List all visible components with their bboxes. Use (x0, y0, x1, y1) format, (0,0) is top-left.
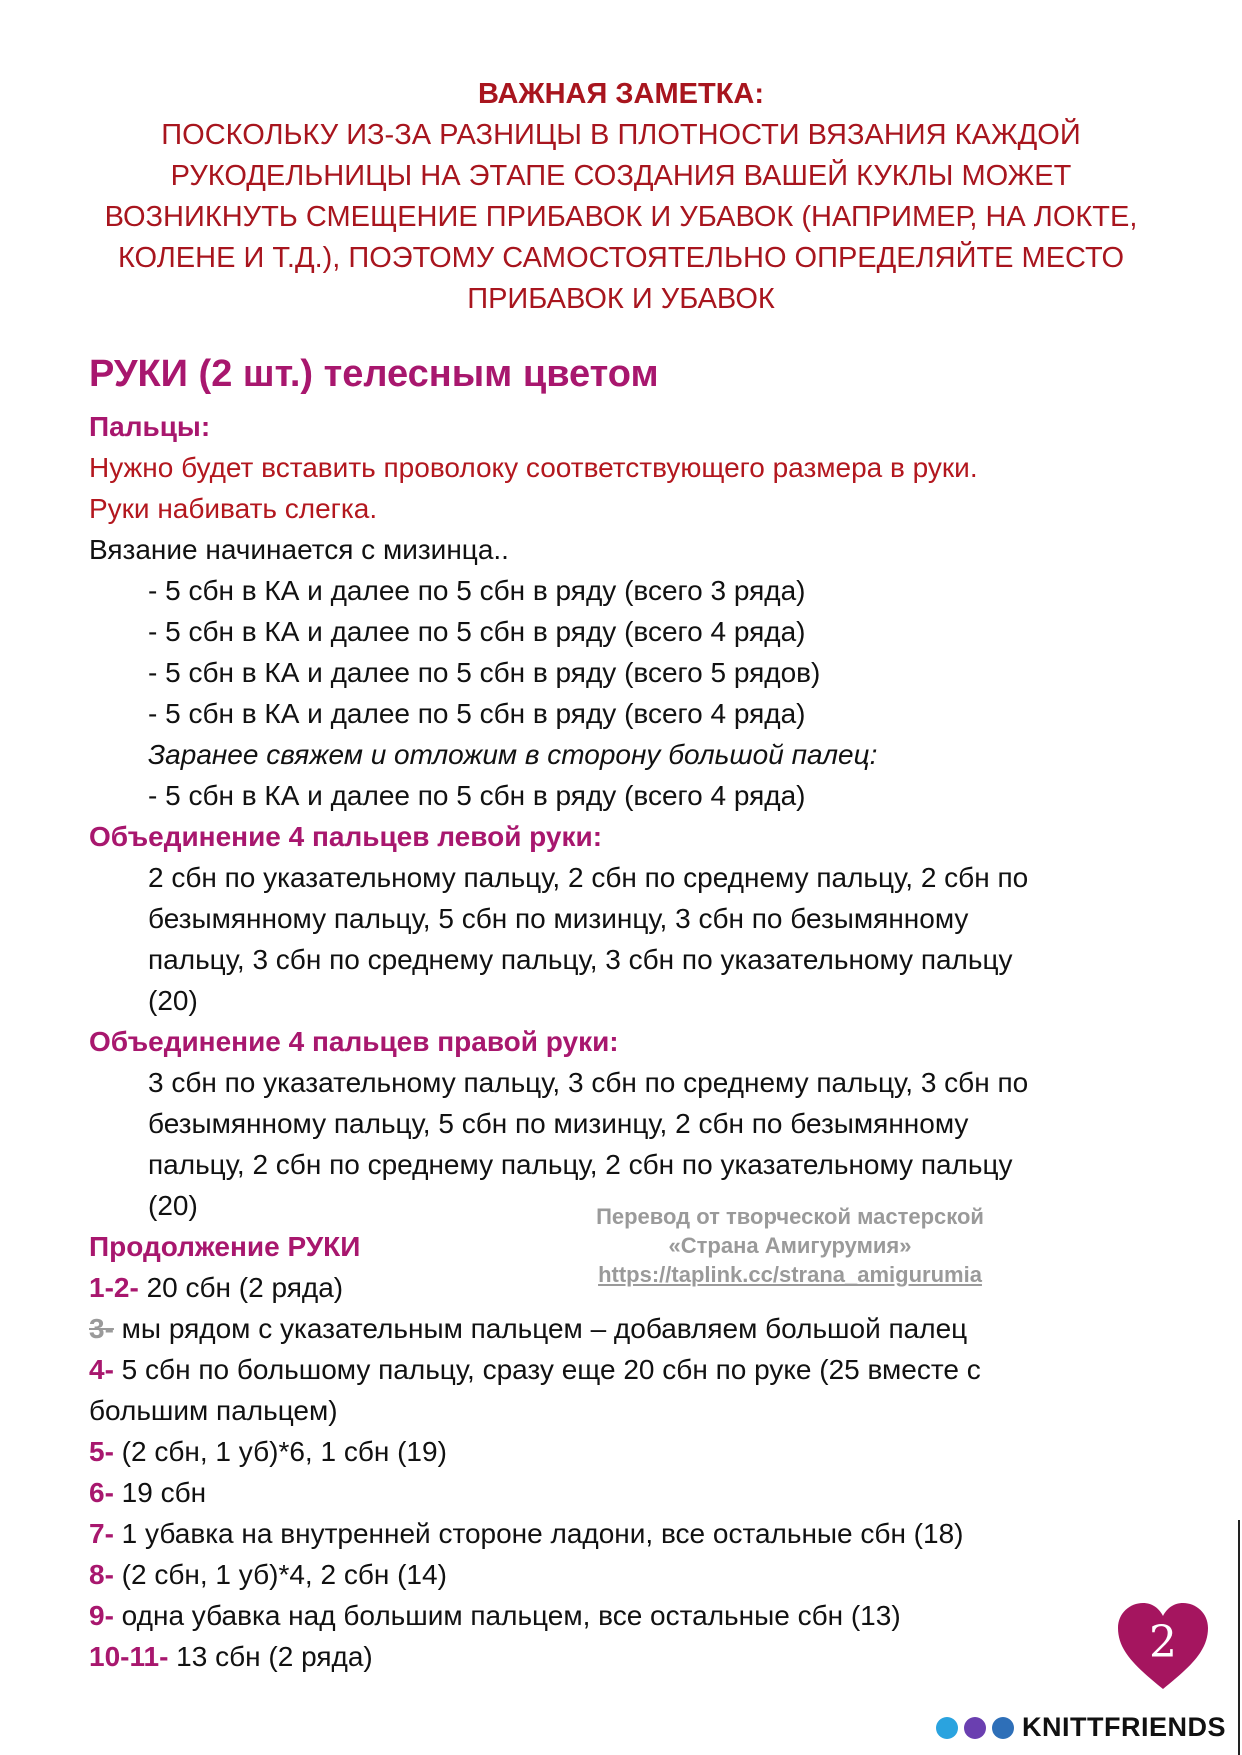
section-title: РУКИ (2 шт.) телесным цветом (89, 353, 659, 395)
note-line: РУКОДЕЛЬНИЦЫ НА ЭТАПЕ СОЗДАНИЯ ВАШЕЙ КУКЛЫ МОЖЕТ (170, 160, 1072, 192)
row-number: 9- (89, 1600, 114, 1631)
row-number: 10-11- (89, 1641, 169, 1672)
row-instruction (89, 1473, 206, 1513)
left-hand-line: 2 сбн по указательному пальцу, 2 сбн по среднему пальцу, 2 сбн по (148, 862, 1029, 893)
watermark-link[interactable]: https://taplink.cc/strana_amigurumia (598, 1262, 982, 1287)
left-hand-heading: Объединение 4 пальцев левой руки: (89, 821, 603, 852)
finger-row: - 5 сбн в КА и далее по 5 сбн в ряду (всего 4 ряда) (148, 616, 806, 647)
row-text: 19 сбн (113, 1477, 207, 1508)
row-number: 5- (89, 1436, 114, 1467)
fingers-heading: Пальцы: (89, 411, 211, 442)
important-note (0, 74, 1242, 320)
thumb-note: Заранее свяжем и отложим в сторону большой палец: (148, 739, 878, 770)
right-hand-line: (20) (148, 1190, 198, 1221)
brand-name: KNITTFRIENDS (1022, 1712, 1226, 1742)
row-instruction (89, 1596, 901, 1636)
row-text: 5 сбн по большому пальцу, сразу еще 20 сбн по руке (25 вместе с (113, 1354, 981, 1385)
row-instruction (89, 1555, 447, 1595)
row-text: мы рядом с указательным пальцем – добавляем большой палец (113, 1313, 968, 1344)
row-instruction (89, 1268, 343, 1308)
left-hand-line: (20) (148, 985, 198, 1016)
watermark-line: «Страна Амигурумия» (668, 1233, 912, 1258)
row-number: 6- (89, 1477, 114, 1508)
row-number: 1-2- (89, 1272, 139, 1303)
wire-warning: Нужно будет вставить проволоку соответствующего размера в руки. (89, 452, 978, 483)
row-text: 1 убавка на внутренней стороне ладони, все остальные сбн (18) (113, 1518, 964, 1549)
instagram-icon[interactable] (964, 1717, 986, 1739)
brand-footer (936, 1712, 1226, 1743)
row-text: 20 сбн (2 ряда) (138, 1272, 344, 1303)
left-hand-line: безымянному пальцу, 5 сбн по мизинцу, 3 сбн по безымянному (148, 903, 969, 934)
row-instruction (89, 1350, 981, 1390)
divider (1238, 1520, 1240, 1755)
heart-page-number-icon (1116, 1601, 1210, 1691)
row-instruction (89, 1514, 963, 1554)
row-text: (2 сбн, 1 уб)*6, 1 сбн (19) (113, 1436, 447, 1467)
right-hand-line: безымянному пальцу, 5 сбн по мизинцу, 2 сбн по безымянному (148, 1108, 969, 1139)
right-hand-line: 3 сбн по указательному пальцу, 3 сбн по среднему пальцу, 3 сбн по (148, 1067, 1029, 1098)
right-hand-line: пальцу, 2 сбн по среднему пальцу, 2 сбн по указательному пальцу (148, 1149, 1013, 1180)
row-instruction (89, 1391, 338, 1431)
translation-watermark (540, 1202, 1040, 1289)
vk-icon[interactable] (992, 1717, 1014, 1739)
continuation-heading: Продолжение РУКИ (89, 1231, 361, 1262)
row-number: 4- (89, 1354, 114, 1385)
row-number: 7- (89, 1518, 114, 1549)
right-hand-heading: Объединение 4 пальцев правой руки: (89, 1026, 619, 1057)
note-heading: ВАЖНАЯ ЗАМЕТКА: (477, 78, 765, 110)
row-instruction (89, 1637, 373, 1677)
finger-row: - 5 сбн в КА и далее по 5 сбн в ряду (всего 4 ряда) (148, 698, 806, 729)
page-number: 2 (1149, 1617, 1177, 1668)
row-text: одна убавка над большим пальцем, все остальные сбн (13) (113, 1600, 901, 1631)
row-instruction (89, 1432, 447, 1472)
start-note: Вязание начинается с мизинца.. (89, 534, 509, 565)
finger-row: - 5 сбн в КА и далее по 5 сбн в ряду (всего 5 рядов) (148, 657, 821, 688)
telegram-icon[interactable] (936, 1717, 958, 1739)
note-line: ПРИБАВОК И УБАВОК (467, 283, 775, 315)
row-text: (2 сбн, 1 уб)*4, 2 сбн (14) (113, 1559, 447, 1590)
note-line: КОЛЕНЕ И Т.Д.), ПОЭТОМУ САМОСТОЯТЕЛЬНО ОПРЕДЕЛЯЙТЕ МЕСТО (117, 242, 1125, 274)
note-line: ВОЗНИКНУТЬ СМЕЩЕНИЕ ПРИБАВОК И УБАВОК (НАПРИМЕР, НА ЛОКТЕ, (104, 201, 1138, 233)
row-text: 13 сбн (2 ряда) (168, 1641, 373, 1672)
finger-row: - 5 сбн в КА и далее по 5 сбн в ряду (всего 3 ряда) (148, 575, 806, 606)
row-number: 3- (89, 1313, 114, 1344)
thumb-row: - 5 сбн в КА и далее по 5 сбн в ряду (всего 4 ряда) (148, 780, 806, 811)
watermark-line: Перевод от творческой мастерской (596, 1204, 984, 1229)
note-line: ПОСКОЛЬКУ ИЗ-ЗА РАЗНИЦЫ В ПЛОТНОСТИ ВЯЗАНИЯ КАЖДОЙ (161, 119, 1081, 151)
left-hand-line: пальцу, 3 сбн по среднему пальцу, 3 сбн по указательному пальцу (148, 944, 1013, 975)
stuffing-warning: Руки набивать слегка. (89, 493, 378, 524)
row-text: большим пальцем) (89, 1395, 338, 1426)
row-number: 8- (89, 1559, 114, 1590)
row-instruction (89, 1309, 967, 1349)
